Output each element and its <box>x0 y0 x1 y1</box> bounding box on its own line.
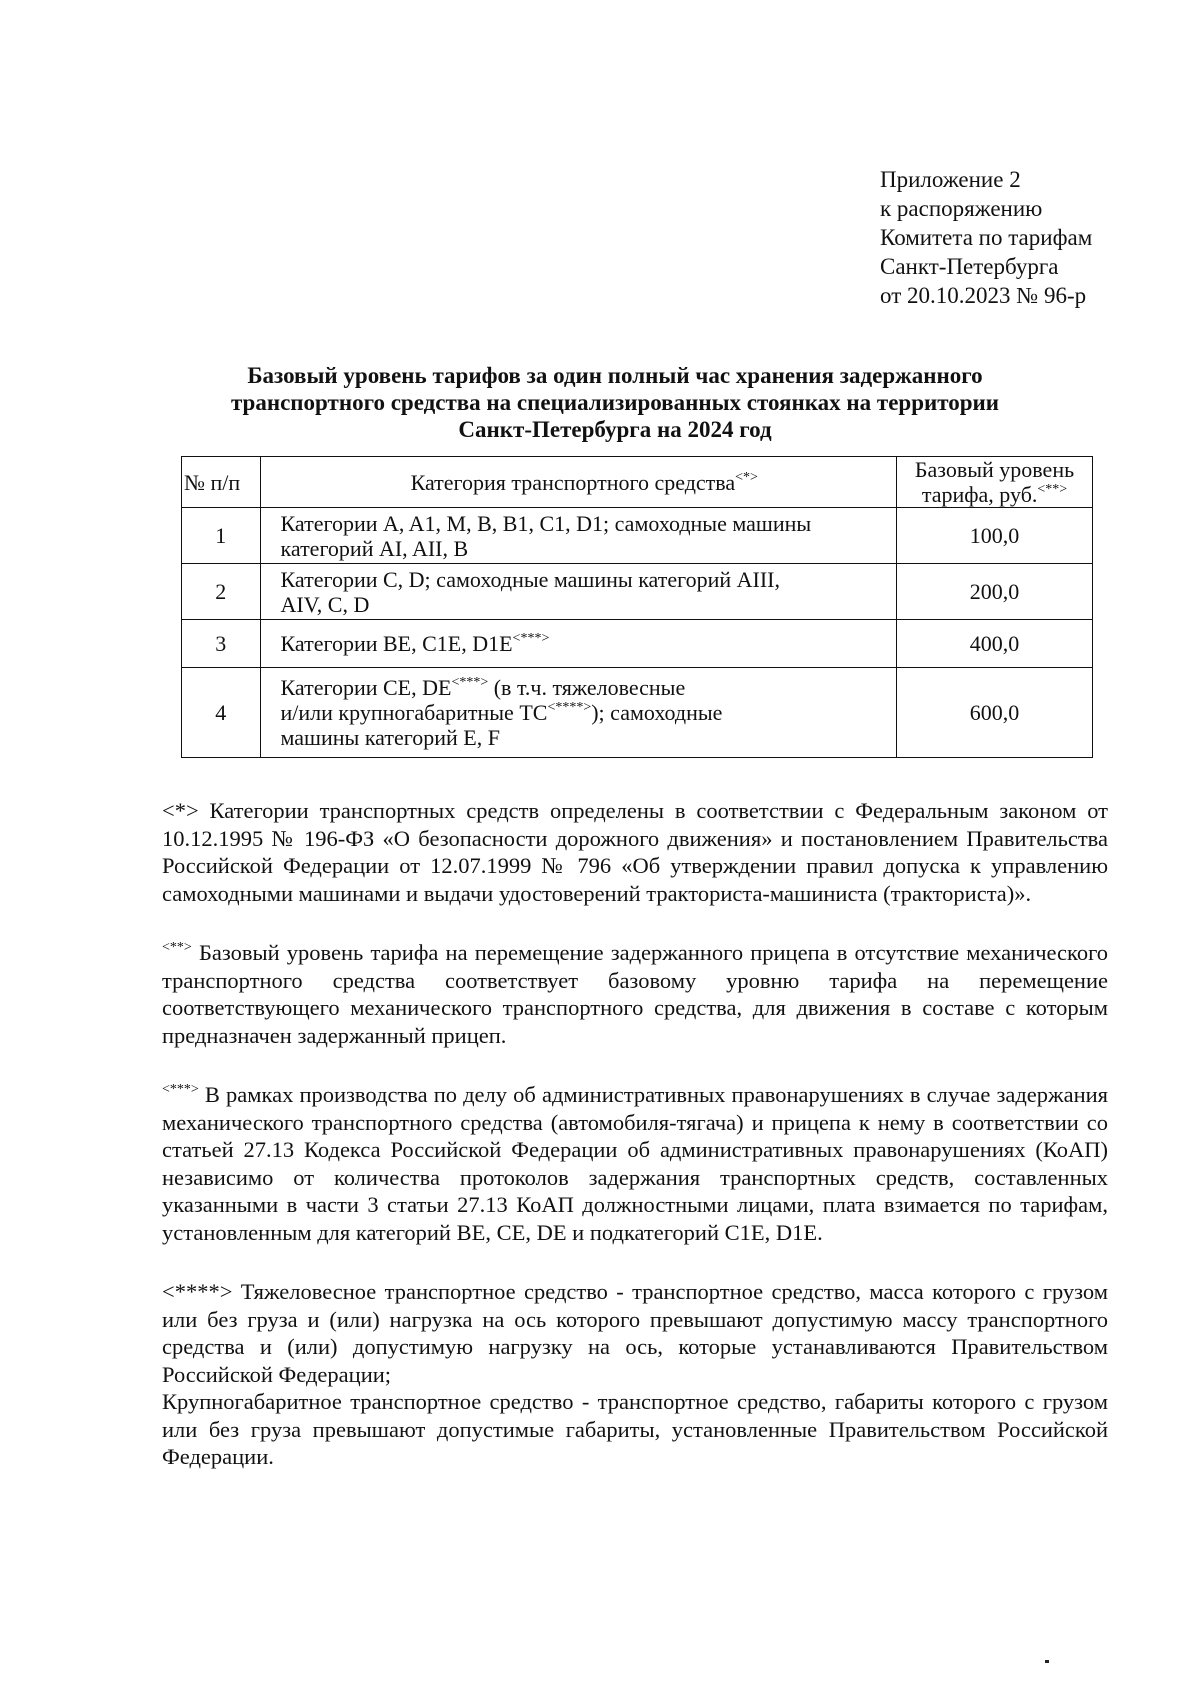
row-category <box>260 564 897 620</box>
tariff-table <box>181 456 1093 758</box>
category-line: Категории A, A1, M, B, B1, C1, D1; самоходные машины <box>280 510 812 536</box>
row-num: 2 <box>182 564 261 620</box>
category-line: Категории C, D; самоходные машины категорий AIII, <box>280 566 781 592</box>
category-line <box>281 700 889 725</box>
footnote-1 <box>162 797 1108 907</box>
category-line <box>281 675 889 700</box>
appendix-line: Санкт-Петербурга <box>880 254 1059 279</box>
header-tariff-line2-wrap <box>905 482 1084 507</box>
header-tariff-line2: тарифа, руб. <box>921 482 1038 507</box>
title-line: Санкт-Петербурга на 2024 год <box>458 417 772 442</box>
footnote-text: Базовый уровень тарифа на перемещение задержанного прицепа в отсутствие механического транспортного средства соответствует базовому уровню тарифа на перемещение соответствующего механического транспортного средства, для движения в составе с которым предназначен задержанный прицеп. <box>162 940 1108 1048</box>
appendix-line: Приложение 2 <box>880 167 1021 192</box>
category-line: AIV, C, D <box>280 591 370 617</box>
row-tariff: 100,0 <box>897 508 1093 564</box>
table-row <box>182 508 1093 564</box>
table-row <box>182 564 1093 620</box>
header-num: № п/п <box>182 457 261 508</box>
document-title <box>180 362 1050 443</box>
category-text: и/или крупногабаритные ТС <box>280 700 548 725</box>
footnote-mark: <**> <box>1037 482 1068 497</box>
footnote-marker: <***> <box>162 1082 199 1097</box>
appendix-line: к распоряжению <box>880 196 1043 221</box>
row-category <box>260 668 897 758</box>
footnote-mark: <****> <box>547 700 592 715</box>
category-text: Категории BE, C1E, D1E <box>280 631 513 656</box>
table-row <box>182 668 1093 758</box>
header-tariff-line1: Базовый уровень <box>914 457 1075 482</box>
category-text: (в т.ч. тяжеловесные <box>488 675 686 700</box>
row-category <box>260 508 897 564</box>
category-text: ); самоходные <box>591 700 723 725</box>
row-num: 4 <box>182 668 261 758</box>
appendix-block <box>880 165 1092 310</box>
category-line: машины категорий E, F <box>280 725 500 750</box>
footnote-text: Категории транспортных средств определены в соответствии с Федеральным законом от 10.12.1995 № 196-ФЗ «О безопасности дорожного движения» и постановлением Правительства Российской Федерации от 12.07.1999 № 796 «Об утверждении правил допуска к управлению самоходными машинами и выдачи удостоверений тракториста-машиниста (тракториста)». <box>162 798 1108 906</box>
row-tariff: 200,0 <box>897 564 1093 620</box>
footnote-2 <box>162 939 1108 1049</box>
footnote-mark: <*> <box>735 469 758 485</box>
footnote-marker: <*> <box>162 798 199 823</box>
header-tariff <box>897 457 1093 508</box>
footnote-4-continued: Крупногабаритное транспортное средство - транспортное средство, габариты которого с грузом или без груза превышают допустимые габариты, установленные Правительством Российской Федерации. <box>162 1389 1108 1469</box>
row-tariff: 400,0 <box>897 620 1093 668</box>
appendix-line: от 20.10.2023 № 96-р <box>880 283 1087 308</box>
footnote-text: Тяжеловесное транспортное средство - транспортное средство, масса которого с грузом или без груза и (или) нагрузка на ось которого превышают допустимую массу транспортного средства и (или) допустимую нагрузку на ось, которые устанавливаются Правительством Российской Федерации; <box>162 1279 1108 1387</box>
footnotes <box>162 797 1108 1471</box>
row-tariff: 600,0 <box>897 668 1093 758</box>
footnote-4 <box>162 1278 1108 1388</box>
table-header-row <box>182 457 1093 508</box>
appendix-line: Комитета по тарифам <box>880 225 1093 250</box>
header-category-text: Категория транспортного средства <box>410 469 736 495</box>
category-line: категорий AI, AII, B <box>280 535 469 561</box>
title-line: Базовый уровень тарифов за один полный час хранения задержанного <box>247 363 983 388</box>
footnote-text: В рамках производства по делу об административных правонарушениях в случае задержания механического транспортного средства (автомобиля-тягача) и прицепа к нему в соответствии со статьей 27.13 Кодекса Российской Федерации об административных правонарушениях (КоАП) независимо от количества протоколов задержания транспортных средств, составленных указанными в части 3 статьи 27.13 КоАП должностными лицами, плата взимается по тарифам, установленным для категорий BE, CE, DE и подкатегорий C1E, D1E. <box>162 1082 1108 1245</box>
footnote-marker: <**> <box>162 940 192 955</box>
title-line: транспортного средства на специализированных стоянках на территории <box>230 390 1000 415</box>
table-row <box>182 620 1093 668</box>
scan-speck <box>1045 1660 1049 1663</box>
row-num: 1 <box>182 508 261 564</box>
header-category <box>260 457 897 508</box>
footnote-3 <box>162 1081 1108 1246</box>
footnote-mark: <***> <box>451 675 489 690</box>
row-num: 3 <box>182 620 261 668</box>
footnote-marker: <****> <box>162 1279 233 1304</box>
category-text: Категории CE, DE <box>280 675 452 700</box>
footnote-mark: <***> <box>512 631 550 646</box>
row-category <box>260 620 897 668</box>
